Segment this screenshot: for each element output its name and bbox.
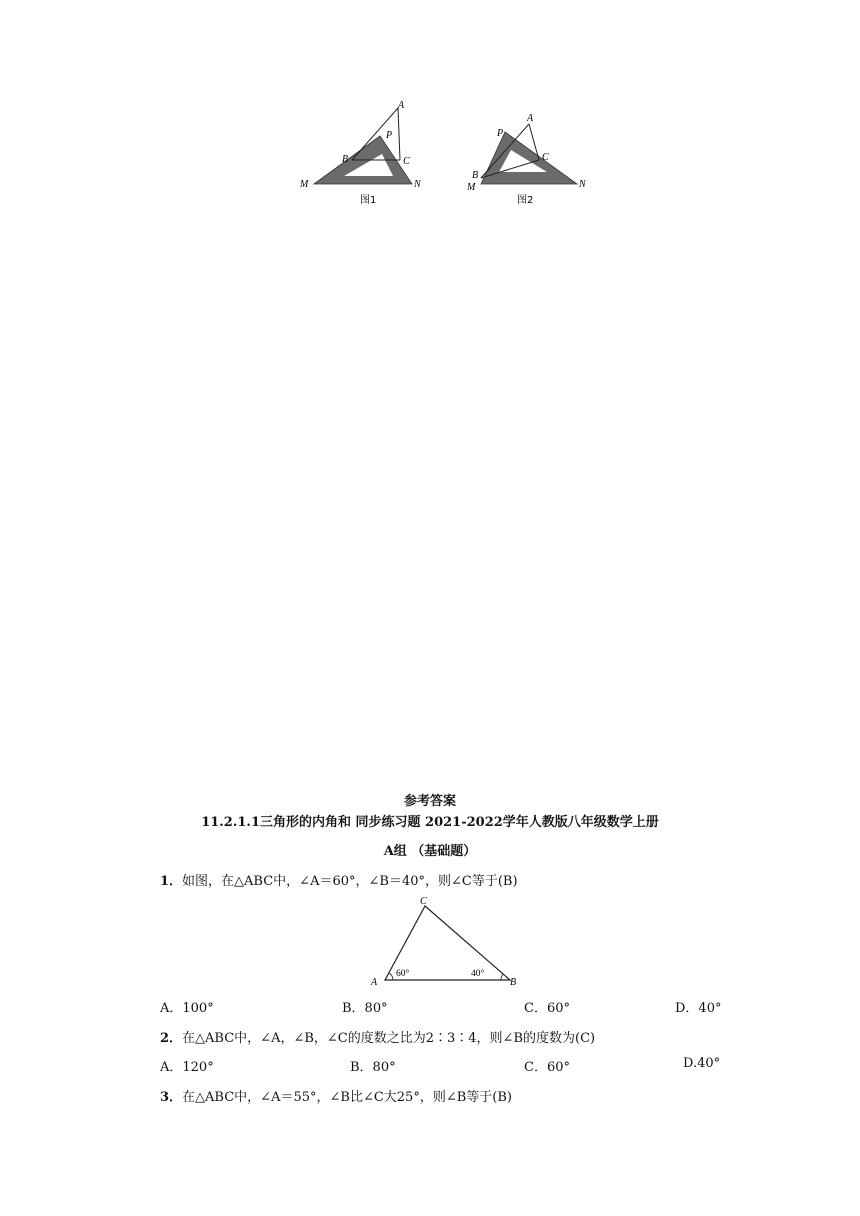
point-A-label: A xyxy=(398,100,405,111)
q1-option-c: C．60° xyxy=(524,1001,570,1016)
point-N-label: N xyxy=(414,179,421,190)
question-number: 3． xyxy=(160,1090,183,1105)
point-N-label: N xyxy=(579,179,586,190)
question-3 xyxy=(160,1086,512,1105)
q2-option-b: B．80° xyxy=(350,1060,396,1075)
line-A-C xyxy=(398,108,400,160)
q2-option-c: C．60° xyxy=(524,1060,570,1075)
q2-option-a: A．120° xyxy=(160,1060,214,1075)
question-number: 2． xyxy=(160,1031,183,1046)
group-heading: A组 （基础题） xyxy=(383,844,477,859)
point-B-label: B xyxy=(472,170,479,181)
q2-option-d: D.40° xyxy=(683,1056,721,1071)
question-text: 如图，在△ABC中，∠A＝60°，∠B＝40°，则∠C等于(B) xyxy=(182,874,518,889)
answers-heading: 参考答案 xyxy=(403,794,456,809)
q1-option-a: A．100° xyxy=(160,1001,214,1016)
question-2 xyxy=(160,1027,595,1046)
vertex-A-label: A xyxy=(371,977,378,988)
q1-option-d: D．40° xyxy=(675,1001,722,1016)
angle-A-value: 60° xyxy=(396,969,410,979)
question-text: 在△ABC中，∠A，∠B，∠C的度数之比为2∶3∶4，则∠B的度数为(C) xyxy=(182,1031,596,1046)
vertex-B-label: B xyxy=(510,977,517,988)
point-C-label: C xyxy=(403,156,410,167)
vertex-C-label: C xyxy=(420,896,427,907)
point-A-label: A xyxy=(527,113,534,124)
figure-1-caption: 图1 xyxy=(360,195,377,206)
question-1 xyxy=(160,870,518,889)
point-P-label: P xyxy=(386,130,393,141)
question-1-figure xyxy=(365,892,525,988)
point-B-label: B xyxy=(342,154,349,165)
point-M-label: M xyxy=(300,179,309,190)
question-number: 1． xyxy=(160,874,183,889)
set-square-outer xyxy=(481,132,577,184)
angle-B-arc xyxy=(501,974,503,980)
q1-option-b: B．80° xyxy=(342,1001,388,1016)
document-title: 11.2.1.1三角形的内角和 同步练习题 2021-2022学年人教版八年级数学上册 xyxy=(201,815,659,830)
point-P-label: P xyxy=(497,128,504,139)
figure-1 xyxy=(300,98,425,208)
point-M-label: M xyxy=(467,182,476,193)
angle-A-arc xyxy=(389,973,393,980)
figure-2-caption: 图2 xyxy=(517,195,534,206)
figure-2 xyxy=(465,108,595,208)
point-C-label: C xyxy=(542,152,549,163)
question-text: 在△ABC中，∠A＝55°，∠B比∠C大25°，则∠B等于(B) xyxy=(182,1090,512,1105)
angle-B-value: 40° xyxy=(471,969,485,979)
